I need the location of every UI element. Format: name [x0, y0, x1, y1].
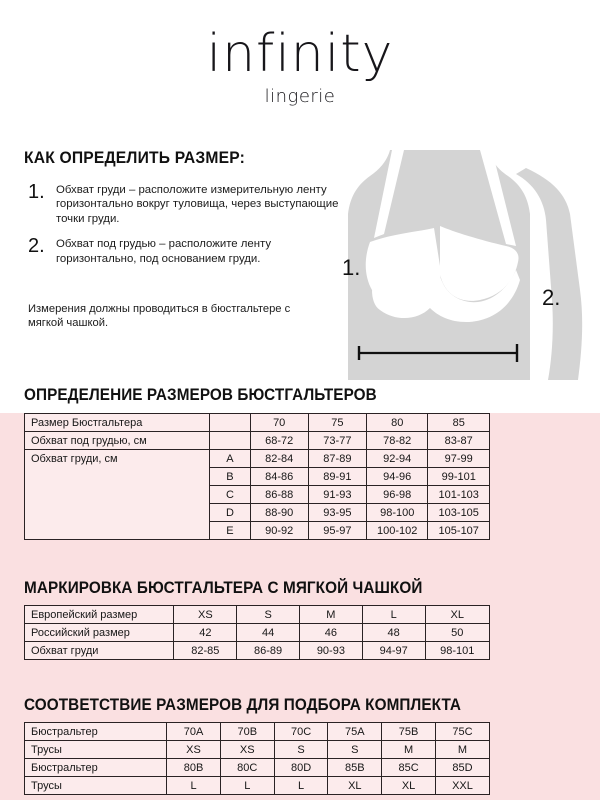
cell: XL	[328, 777, 382, 795]
cell: 88-90	[250, 504, 308, 522]
table-marking	[24, 605, 490, 660]
section-title-marking: МАРКИРОВКА БЮСТГАЛЬТЕРА С МЯГКОЙ ЧАШКОЙ	[24, 578, 423, 597]
cell: 84-86	[250, 468, 308, 486]
cell: 70B	[220, 723, 274, 741]
cell: 89-91	[308, 468, 366, 486]
row-label: Российский размер	[25, 624, 174, 642]
cell: 80D	[274, 759, 328, 777]
cell: S	[237, 606, 300, 624]
cell: M	[300, 606, 363, 624]
cell: 100-102	[366, 522, 428, 540]
cell: 94-97	[362, 642, 425, 660]
row-label: Бюстральтер	[25, 759, 167, 777]
cell: 46	[300, 624, 363, 642]
howto-title: КАК ОПРЕДЕЛИТЬ РАЗМЕР:	[24, 148, 246, 167]
table-row	[25, 414, 490, 432]
howto-steps	[28, 183, 348, 277]
cell: 85B	[328, 759, 382, 777]
cup-cell: C	[210, 486, 250, 504]
cell: 83-87	[428, 432, 490, 450]
row-label: Европейский размер	[25, 606, 174, 624]
cell: 85	[428, 414, 490, 432]
cell: 85C	[382, 759, 436, 777]
row-label: Обхват груди, см	[25, 450, 210, 540]
table-set-matching	[24, 722, 490, 795]
cell: 78-82	[366, 432, 428, 450]
step-text: Обхват под грудью – расположите ленту горизонтально, под основанием груди.	[56, 238, 272, 265]
cell: 73-77	[308, 432, 366, 450]
cell: 68-72	[250, 432, 308, 450]
cell: L	[274, 777, 328, 795]
cell: 86-88	[250, 486, 308, 504]
section-title-set-matching: СООТВЕТСТВИЕ РАЗМЕРОВ ДЛЯ ПОДБОРА КОМПЛЕКТА	[24, 695, 462, 714]
row-label: Обхват под грудью, см	[25, 432, 210, 450]
cell: 91-93	[308, 486, 366, 504]
cup-cell: D	[210, 504, 250, 522]
cell: XXL	[435, 777, 489, 795]
cell: L	[362, 606, 425, 624]
row-label: Трусы	[25, 741, 167, 759]
table-row	[25, 432, 490, 450]
cell: M	[382, 741, 436, 759]
cell: 99-101	[428, 468, 490, 486]
cell: 95-97	[308, 522, 366, 540]
cell: 92-94	[366, 450, 428, 468]
cell: 42	[174, 624, 237, 642]
step-number: 1.	[28, 181, 45, 203]
cell: 98-100	[366, 504, 428, 522]
row-label: Трусы	[25, 777, 167, 795]
measure-label-two: 2.	[542, 285, 561, 310]
table-row	[25, 741, 490, 759]
cell: 70	[250, 414, 308, 432]
brand-tagline: lingerie	[264, 86, 336, 107]
torso-silhouette-svg	[330, 150, 600, 380]
cell: 44	[237, 624, 300, 642]
table-bra-sizes	[24, 413, 490, 540]
row-label: Бюстральтер	[25, 723, 167, 741]
measurement-note: Измерения должны проводиться в бюстгальтере с мягкой чашкой.	[28, 303, 291, 329]
cup-cell: B	[210, 468, 250, 486]
cup-cell: A	[210, 450, 250, 468]
cell: 70A	[167, 723, 221, 741]
cell: 101-103	[428, 486, 490, 504]
cell: 86-89	[237, 642, 300, 660]
row-label: Размер Бюстгальтера	[25, 414, 210, 432]
cell: 105-107	[428, 522, 490, 540]
cell: XL	[382, 777, 436, 795]
howto-step	[28, 183, 348, 226]
brand-logo	[0, 24, 600, 107]
cell: 75C	[435, 723, 489, 741]
cell: 75A	[328, 723, 382, 741]
cup-cell: E	[210, 522, 250, 540]
cell: 93-95	[308, 504, 366, 522]
step-number: 2.	[28, 235, 45, 258]
cell: M	[435, 741, 489, 759]
cell: L	[220, 777, 274, 795]
measure-label-one: 1.	[342, 255, 361, 280]
cell: XS	[220, 741, 274, 759]
cell: 94-96	[366, 468, 428, 486]
table-row	[25, 723, 490, 741]
cell: 87-89	[308, 450, 366, 468]
cell: 103-105	[428, 504, 490, 522]
cell: 80C	[220, 759, 274, 777]
cell: 80B	[167, 759, 221, 777]
cell: 48	[362, 624, 425, 642]
empty-cell	[210, 414, 250, 432]
cell: 96-98	[366, 486, 428, 504]
cell: 90-92	[250, 522, 308, 540]
table-row	[25, 642, 490, 660]
cell: 85D	[435, 759, 489, 777]
cell: S	[328, 741, 382, 759]
cell: 75	[308, 414, 366, 432]
table-row	[25, 624, 490, 642]
cell: S	[274, 741, 328, 759]
cell: 50	[425, 624, 489, 642]
row-label: Обхват груди	[25, 642, 174, 660]
cell: XL	[425, 606, 489, 624]
cell: 80	[366, 414, 428, 432]
cell: 90-93	[300, 642, 363, 660]
brand-name: infinity	[206, 24, 394, 84]
cell: L	[167, 777, 221, 795]
cell: 70C	[274, 723, 328, 741]
empty-cell	[210, 432, 250, 450]
cell: 82-84	[250, 450, 308, 468]
table-row	[25, 759, 490, 777]
cell: 97-99	[428, 450, 490, 468]
body-measurement-illustration	[330, 150, 600, 380]
cell: 98-101	[425, 642, 489, 660]
table-row	[25, 777, 490, 795]
table-row	[25, 606, 490, 624]
howto-step	[28, 237, 348, 266]
cell: 82-85	[174, 642, 237, 660]
cell: XS	[167, 741, 221, 759]
table-row	[25, 450, 490, 468]
cell: 75B	[382, 723, 436, 741]
section-title-bra-sizes: ОПРЕДЕЛЕНИЕ РАЗМЕРОВ БЮСТГАЛЬТЕРОВ	[24, 385, 377, 404]
cell: XS	[174, 606, 237, 624]
step-text: Обхват груди – расположите измерительную ленту горизонтально вокруг туловища, через выступающие точки груди.	[56, 184, 339, 225]
